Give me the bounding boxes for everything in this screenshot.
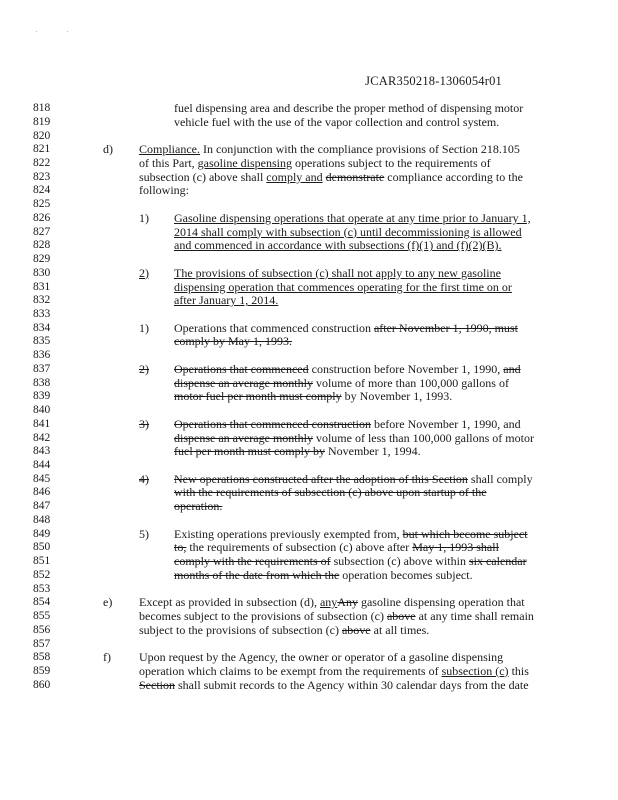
text-segment: becomes subject to the provisions of subsection (c): [139, 609, 387, 623]
document-line: [0, 156, 618, 170]
line-number: 823: [33, 170, 51, 183]
document-line: [0, 293, 618, 307]
corner-marks: . .: [36, 28, 83, 34]
item-label: 5): [139, 526, 149, 541]
line-number: 836: [33, 349, 51, 362]
line-number: 831: [33, 280, 51, 293]
struck-text: May 1, 1993 shall: [412, 540, 499, 555]
text-segment: volume of less than 100,000 gallons of motor: [312, 430, 534, 445]
struck-text: months of the date from which the: [174, 567, 340, 582]
text-segment: at any time shall remain: [415, 609, 534, 623]
line-text: [174, 266, 501, 280]
text-segment: at all times.: [370, 622, 430, 637]
document-line: [0, 334, 618, 348]
struck-text: and: [503, 361, 521, 376]
line-text: [174, 554, 527, 568]
inserted-text: 2014 shall comply with subsection (c) until decommissioning is allowed: [174, 224, 522, 239]
struck-text: Operations that commenced: [174, 361, 309, 376]
line-number: 839: [33, 390, 51, 403]
line-text: [174, 431, 534, 445]
line-text: [174, 417, 521, 431]
line-text: [174, 472, 533, 486]
struck-text: with the requirements of subsection (c) above upon startup of the: [174, 485, 487, 500]
line-number: 843: [33, 445, 51, 458]
line-number: 819: [33, 115, 51, 128]
struck-text: Operations that commenced construction: [174, 416, 371, 431]
line-number: 832: [33, 294, 51, 307]
line-text: [174, 540, 499, 554]
document-line: [0, 403, 618, 417]
text-segment: Operations that commenced construction: [174, 320, 374, 335]
line-number: 850: [33, 541, 51, 554]
document-line: [0, 431, 618, 445]
line-text: [174, 101, 523, 115]
line-text: [174, 334, 292, 348]
document-line: [0, 513, 618, 527]
document-line: [0, 568, 618, 582]
document-line: [0, 348, 618, 362]
line-number: 827: [33, 225, 51, 238]
line-text: [174, 238, 502, 252]
line-number: 844: [33, 459, 51, 471]
line-number: 857: [33, 637, 51, 650]
document-line: [0, 582, 618, 596]
line-text: [174, 485, 487, 499]
line-text: [174, 115, 499, 129]
line-number: 851: [33, 555, 51, 568]
line-number: 820: [33, 129, 51, 142]
document-id-header: JCAR350218-1306054r01: [365, 74, 502, 88]
line-text: [174, 293, 278, 307]
line-text: [139, 678, 529, 692]
document-line: [0, 389, 618, 403]
document-line: [0, 142, 618, 156]
text-segment: before November 1, 1990, and: [370, 416, 521, 431]
struck-text: New operations constructed after the adoption of this Section: [174, 471, 468, 486]
text-segment: the requirements of subsection (c) above after: [186, 540, 413, 555]
struck-text: to,: [174, 540, 187, 555]
line-text: [139, 170, 523, 184]
line-text: [174, 499, 222, 513]
text-segment: Except as provided in subsection (d),: [139, 595, 320, 610]
text-segment: construction before November 1, 1990,: [308, 361, 504, 376]
line-number: 841: [33, 417, 51, 430]
line-number: 849: [33, 527, 51, 540]
text-segment: Existing operations previously exempted from,: [174, 526, 403, 541]
item-label: 2): [139, 361, 149, 376]
inserted-text: gasoline dispensing: [197, 155, 292, 170]
text-segment: of this Part,: [139, 155, 198, 170]
document-line: [0, 115, 618, 129]
text-segment: vehicle fuel with the use of the vapor collection and control system.: [174, 114, 500, 129]
line-number: 818: [33, 102, 51, 114]
text-segment: operation becomes subject.: [339, 567, 473, 582]
line-number: 856: [33, 623, 51, 636]
struck-text: but which become subject: [402, 526, 528, 541]
line-number: 854: [33, 596, 51, 609]
struck-text: six calendar: [468, 554, 527, 569]
inserted-text: comply and: [266, 169, 323, 184]
document-line: [0, 321, 618, 335]
line-number: 828: [33, 239, 51, 252]
item-label: 1): [139, 210, 149, 225]
document-line: [0, 527, 618, 541]
struck-text: demonstrate: [325, 169, 385, 184]
document-line: [0, 623, 618, 637]
document-line: [0, 280, 618, 294]
document-line: [0, 362, 618, 376]
struck-text: Section: [139, 677, 175, 692]
line-number: 838: [33, 376, 51, 389]
text-segment: subject to the provisions of subsection (c): [139, 622, 342, 637]
struck-text: operation.: [174, 499, 223, 514]
line-text: [139, 650, 503, 664]
item-label: f): [103, 650, 111, 665]
line-number: 834: [33, 321, 51, 334]
text-segment: fuel dispensing area and describe the proper method of dispensing motor: [174, 101, 524, 115]
document-line: [0, 417, 618, 431]
line-number: 835: [33, 335, 51, 348]
struck-text: dispense an average monthly: [174, 375, 313, 390]
struck-text: fuel per month must comply by: [174, 444, 325, 459]
item-label: 3): [139, 416, 149, 431]
inserted-text: any: [319, 595, 338, 610]
inserted-text: Gasoline dispensing operations that operate at any time prior to January 1,: [174, 210, 531, 225]
line-number: 855: [33, 610, 51, 622]
text-segment: by November 1, 1993.: [341, 389, 453, 404]
line-number: 846: [33, 486, 51, 499]
inserted-text: and commenced in accordance with subsections (f)(1) and (f)(2)(B).: [174, 238, 502, 253]
line-text: [174, 321, 518, 335]
document-line: [0, 170, 618, 184]
item-label: 2): [139, 265, 149, 280]
text-segment: subsection (c) above shall: [139, 169, 267, 184]
document-line: [0, 183, 618, 197]
document-line: [0, 678, 618, 692]
struck-text: above: [341, 622, 371, 637]
document-line: [0, 609, 618, 623]
document-line: [0, 485, 618, 499]
document-line: [0, 238, 618, 252]
text-segment: volume of more than 100,000 gallons of: [312, 375, 509, 390]
document-line: [0, 650, 618, 664]
document-line: [0, 225, 618, 239]
document-line: [0, 554, 618, 568]
item-label: e): [103, 595, 113, 610]
line-text: [174, 376, 509, 390]
line-number: 830: [33, 266, 51, 279]
document-line: [0, 664, 618, 678]
line-number: 848: [33, 513, 51, 526]
text-segment: Upon request by the Agency, the owner or operator of a gasoline dispensing: [139, 650, 504, 665]
document-line: [0, 637, 618, 651]
struck-text: above: [386, 609, 416, 623]
item-label: d): [103, 142, 113, 157]
text-segment: subsection (c) above within: [330, 554, 469, 569]
line-text: [139, 183, 189, 197]
line-number: 840: [33, 404, 51, 417]
item-label: 4): [139, 471, 149, 486]
line-number: 826: [33, 211, 51, 224]
line-number: 845: [33, 472, 51, 485]
text-segment: In conjunction with the compliance provisions of Section 218.105: [199, 142, 520, 157]
text-segment: this: [508, 663, 529, 678]
line-number: 859: [33, 664, 51, 677]
document-line: [0, 211, 618, 225]
line-number: 821: [33, 143, 51, 156]
struck-text: dispense an average monthly: [174, 430, 313, 445]
line-number: 842: [33, 431, 51, 444]
line-text: [174, 362, 521, 376]
document-line: [0, 376, 618, 390]
line-number: 833: [33, 308, 51, 320]
inserted-text: dispensing operation that commences operating for the first time on or: [174, 279, 512, 294]
line-text: [174, 280, 512, 294]
inserted-text: after January 1, 2014.: [174, 293, 279, 308]
document-line: [0, 266, 618, 280]
line-number: 860: [33, 678, 51, 691]
line-text: [139, 664, 529, 678]
document-line: [0, 444, 618, 458]
line-number: 847: [33, 500, 51, 513]
line-number: 824: [33, 184, 51, 197]
line-text: [174, 389, 452, 403]
inserted-text: The provisions of subsection (c) shall not apply to any new gasoline: [174, 265, 501, 280]
line-text: [139, 142, 520, 156]
line-number: 853: [33, 582, 51, 595]
line-text: [139, 623, 429, 637]
document-line: [0, 458, 618, 472]
struck-text: motor fuel per month must comply: [174, 389, 342, 404]
document-line: [0, 252, 618, 266]
line-text: [174, 225, 522, 239]
line-text: [174, 444, 421, 458]
line-number: 825: [33, 198, 51, 211]
inserted-text: Compliance.: [139, 142, 200, 157]
document-line: [0, 307, 618, 321]
line-number: 852: [33, 568, 51, 581]
document-line: [0, 197, 618, 211]
text-segment: operations subject to the requirements of: [292, 155, 491, 170]
struck-text: comply by May 1, 1993.: [174, 334, 292, 349]
item-label: 1): [139, 320, 149, 335]
line-number: 837: [33, 362, 51, 375]
line-number: 829: [33, 253, 51, 265]
document-line: [0, 129, 618, 143]
inserted-text: subsection (c): [441, 663, 509, 678]
line-number: 822: [33, 156, 51, 169]
line-text: [139, 595, 525, 609]
struck-text: after November 1, 1990, must: [373, 320, 518, 335]
document-line: [0, 472, 618, 486]
text-segment: shall comply: [467, 471, 533, 486]
line-text: [174, 211, 531, 225]
line-text: [139, 609, 534, 623]
text-segment: operation which claims to be exempt from the requirements of: [139, 663, 442, 678]
line-number: 858: [33, 651, 51, 664]
text-segment: compliance according to the: [384, 169, 523, 184]
text-segment: November 1, 1994.: [324, 444, 421, 459]
struck-text: Any: [337, 595, 358, 610]
text-segment: gasoline dispensing operation that: [357, 595, 525, 610]
document-line: [0, 101, 618, 115]
document-line: [0, 595, 618, 609]
text-segment: shall submit records to the Agency within 30 calendar days from the date: [175, 677, 529, 692]
struck-text: comply with the requirements of: [174, 554, 331, 569]
text-segment: following:: [139, 183, 189, 198]
line-text: [174, 568, 473, 582]
line-text: [139, 156, 491, 170]
document-line: [0, 499, 618, 513]
line-text: [174, 527, 528, 541]
document-line: [0, 540, 618, 554]
